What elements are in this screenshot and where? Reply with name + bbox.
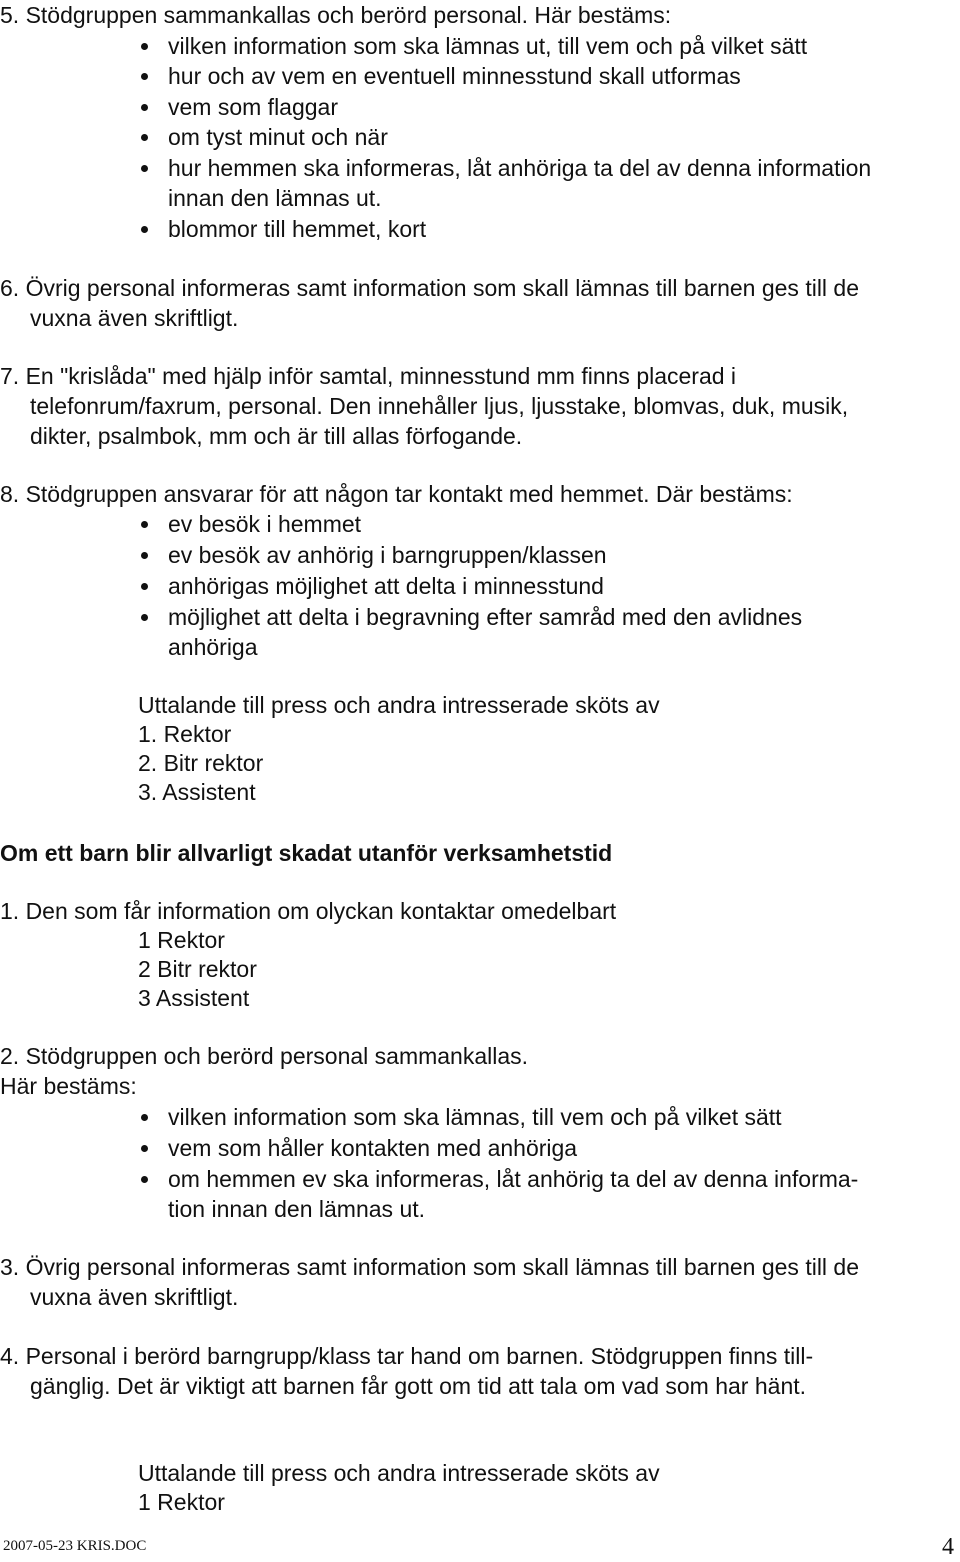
contact-item: 2 Bitr rektor bbox=[138, 956, 257, 982]
contact-item: 1 Rektor bbox=[138, 927, 225, 953]
section-7-line: telefonrum/faxrum, personal. Den innehåller ljus, ljusstake, blomvas, duk, musik, bbox=[30, 393, 849, 419]
point-2-bullet-continuation: tion innan den lämnas ut. bbox=[168, 1196, 426, 1222]
page-number: 4 bbox=[942, 1534, 954, 1560]
bullet-dot bbox=[141, 614, 148, 621]
bullet-dot bbox=[141, 552, 148, 559]
bullet-dot bbox=[141, 104, 148, 111]
bullet-dot bbox=[141, 73, 148, 80]
section-8-bullet-continuation: anhöriga bbox=[168, 634, 258, 660]
section-7-line: dikter, psalmbok, mm och är till allas förfogande. bbox=[30, 423, 523, 449]
press-item: 1. Rektor bbox=[138, 721, 232, 747]
section-8-bullet: ev besök av anhörig i barngruppen/klassen bbox=[168, 542, 607, 568]
footer-filename-date: 2007-05-23 KRIS.DOC bbox=[3, 1538, 147, 1554]
section-5-bullet: vilken information som ska lämnas ut, till vem och på vilket sätt bbox=[168, 33, 808, 59]
section-5-bullet: vem som flaggar bbox=[168, 94, 339, 120]
bullet-dot bbox=[141, 43, 148, 50]
section-5-bullet: hur och av vem en eventuell minnesstund skall utformas bbox=[168, 63, 741, 89]
bullet-dot bbox=[141, 1114, 148, 1121]
section-5-bullet: om tyst minut och när bbox=[168, 124, 388, 150]
section-5-bullet: blommor till hemmet, kort bbox=[168, 216, 427, 242]
press-item: 3. Assistent bbox=[138, 779, 256, 805]
bullet-dot bbox=[141, 1145, 148, 1152]
point-3-line: vuxna även skriftligt. bbox=[30, 1284, 239, 1310]
bullet-dot bbox=[141, 134, 148, 141]
point-1-heading: 1. Den som får information om olyckan kontaktar omedelbart bbox=[0, 898, 617, 924]
bullet-dot bbox=[141, 165, 148, 172]
section-8-bullet: anhörigas möjlighet att delta i minnesstund bbox=[168, 573, 604, 599]
point-2-subheading: Här bestäms: bbox=[0, 1073, 137, 1099]
section-8-bullet: ev besök i hemmet bbox=[168, 511, 362, 537]
bullet-dot bbox=[141, 1176, 148, 1183]
point-2-bullet: om hemmen ev ska informeras, låt anhörig ta del av denna informa- bbox=[168, 1166, 859, 1192]
contact-item: 3 Assistent bbox=[138, 985, 250, 1011]
point-2-heading: 2. Stödgruppen och berörd personal sammankallas. bbox=[0, 1043, 529, 1069]
press-item: 2. Bitr rektor bbox=[138, 750, 264, 776]
press-heading: Uttalande till press och andra intresserade sköts av bbox=[138, 692, 660, 718]
section-7-line: 7. En "krislåda" med hjälp inför samtal, minnesstund mm finns placerad i bbox=[0, 363, 737, 389]
section-title: Om ett barn blir allvarligt skadat utanför verksamhetstid bbox=[0, 840, 613, 866]
section-8-heading: 8. Stödgruppen ansvarar för att någon tar kontakt med hemmet. Där bestäms: bbox=[0, 481, 793, 507]
point-4-line: 4. Personal i berörd barngrupp/klass tar hand om barnen. Stödgruppen finns till- bbox=[0, 1343, 814, 1369]
press-heading: Uttalande till press och andra intresserade sköts av bbox=[138, 1460, 660, 1486]
point-2-bullet: vilken information som ska lämnas, till vem och på vilket sätt bbox=[168, 1104, 782, 1130]
section-5-bullet-continuation: innan den lämnas ut. bbox=[168, 185, 382, 211]
bullet-dot bbox=[141, 226, 148, 233]
point-4-line: gänglig. Det är viktigt att barnen får gott om tid att tala om vad som har hänt. bbox=[30, 1373, 807, 1399]
press-item: 1 Rektor bbox=[138, 1489, 225, 1515]
point-2-bullet: vem som håller kontakten med anhöriga bbox=[168, 1135, 578, 1161]
section-5-bullet: hur hemmen ska informeras, låt anhöriga ta del av denna information bbox=[168, 155, 872, 181]
point-3-line: 3. Övrig personal informeras samt information som skall lämnas till barnen ges till de bbox=[0, 1254, 860, 1280]
section-6-line: vuxna även skriftligt. bbox=[30, 305, 239, 331]
bullet-dot bbox=[141, 521, 148, 528]
section-5-heading: 5. Stödgruppen sammankallas och berörd personal. Här bestäms: bbox=[0, 2, 672, 28]
bullet-dot bbox=[141, 583, 148, 590]
section-6-line: 6. Övrig personal informeras samt information som skall lämnas till barnen ges till de bbox=[0, 275, 860, 301]
section-8-bullet: möjlighet att delta i begravning efter samråd med den avlidnes bbox=[168, 604, 803, 630]
